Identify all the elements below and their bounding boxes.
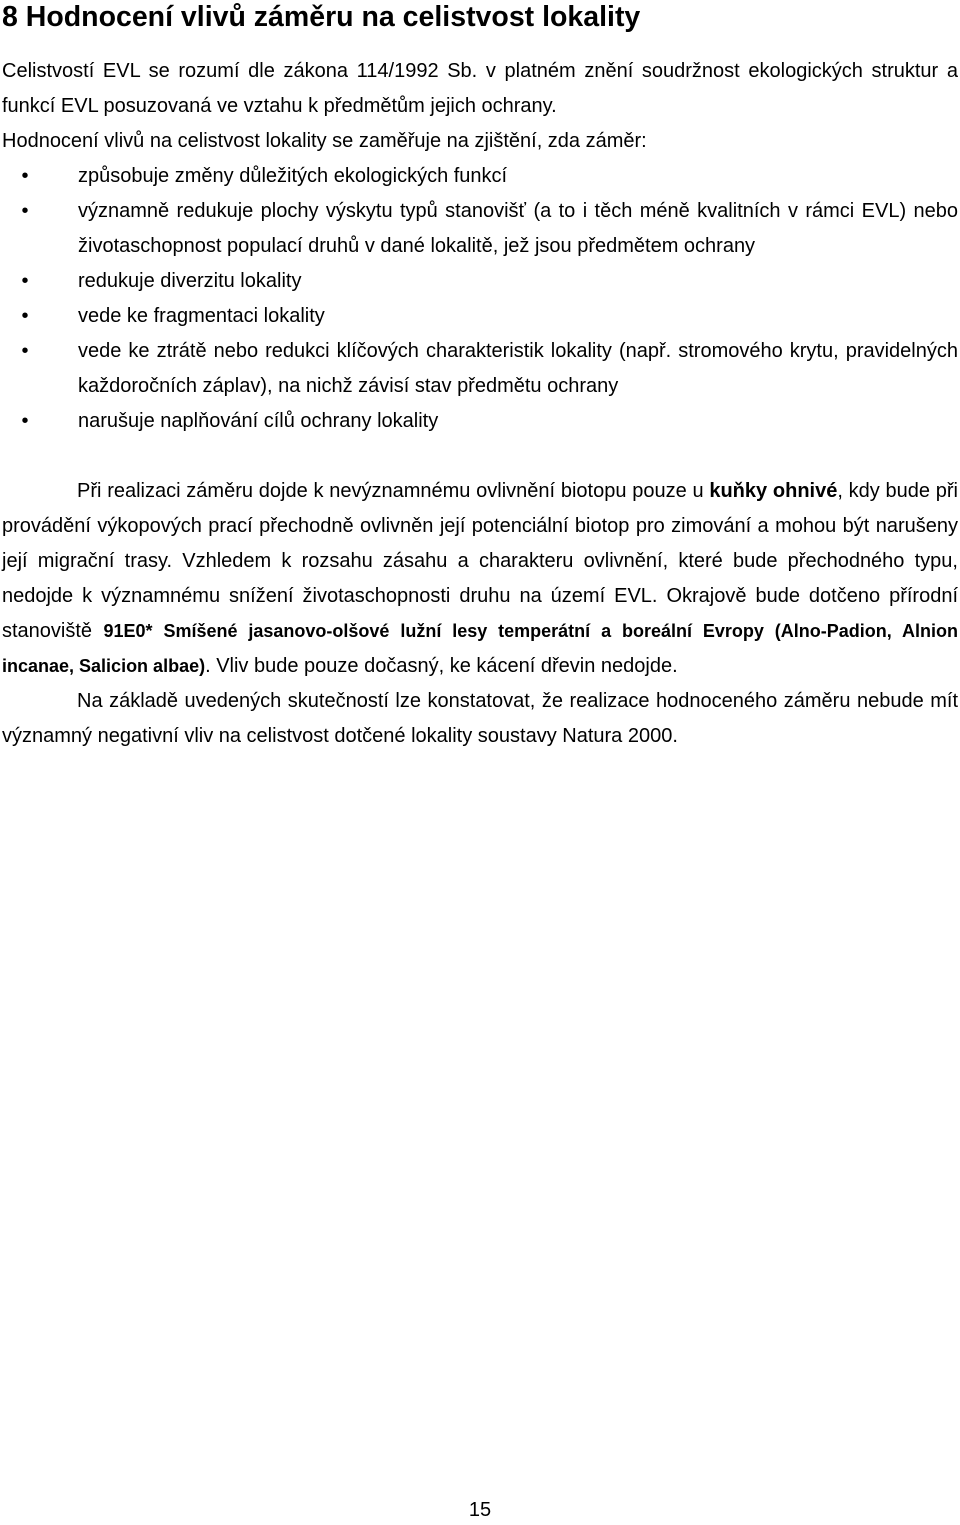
bullet-icon: • bbox=[21, 270, 29, 292]
list-item bbox=[2, 264, 958, 299]
list-item-text: narušuje naplňování cílů ochrany lokality bbox=[78, 410, 439, 432]
bullet-icon: • bbox=[21, 305, 29, 327]
list-item-text: vede ke fragmentaci lokality bbox=[78, 305, 325, 327]
document-body bbox=[2, 54, 958, 754]
intro-paragraph: Celistvostí EVL se rozumí dle zákona 114/1992 Sb. v platném znění soudržnost ekologických struktur a funkcí EVL posuzovaná ve vztahu k předmětům jejich ochrany. bbox=[2, 60, 958, 117]
list-item-text: způsobuje změny důležitých ekologických funkcí bbox=[78, 165, 508, 187]
list-item-text: významně redukuje plochy výskytu typů stanovišť (a to i těch méně kvalitních v rámci EVL) nebo životaschopnost populací druhů v dané lokalitě, jež jsou předmětem ochrany bbox=[78, 200, 958, 257]
list-item-text: vede ke ztrátě nebo redukci klíčových charakteristik lokality (např. stromového krytu, pravidelných každoročních záplav), na nichž závisí stav předmětu ochrany bbox=[78, 340, 958, 397]
conclusion-paragraph: Na základě uvedených skutečností lze konstatovat, že realizace hodnoceného záměru nebude mít významný negativní vliv na celistvost dotčené lokality soustavy Natura 2000. bbox=[2, 690, 958, 747]
species-name: kuňky ohnivé bbox=[709, 480, 838, 502]
assessment-intro-paragraph: Hodnocení vlivů na celistvost lokality se zaměřuje na zjištění, zda záměr: bbox=[2, 130, 647, 152]
habitat-name: 91E0* Smíšené jasanovo-olšové lužní lesy temperátní a boreální Evropy (Alno-Padion, Alnion incanae, Salicion albae) bbox=[2, 621, 958, 676]
impact-text-part3: . Vliv bude pouze dočasný, ke kácení dřevin nedojde. bbox=[205, 655, 678, 677]
section-heading: 8 Hodnocení vlivů záměru na celistvost lokality bbox=[2, 1, 641, 33]
bullet-icon: • bbox=[21, 200, 29, 222]
list-item bbox=[2, 194, 958, 264]
page-number: 15 bbox=[468, 1499, 492, 1521]
criteria-list bbox=[2, 159, 958, 439]
impact-text-part2: , kdy bude při provádění výkopových prací přechodně ovlivněn její potenciální biotop pro zimování a mohou být narušeny její migrační trasy. Vzhledem k rozsahu zásahu a charakteru ovlivnění, které bude přechodného typu, nedojde k významnému snížení životaschopnosti druhu na území EVL. Okrajově bude dotčeno přírodní stanoviště bbox=[2, 480, 959, 642]
list-item bbox=[2, 299, 958, 334]
impact-text-part1: Při realizaci záměru dojde k nevýznamnému ovlivnění biotopu pouze u bbox=[77, 480, 710, 502]
list-item bbox=[2, 404, 958, 439]
bullet-icon: • bbox=[21, 340, 29, 362]
list-item bbox=[2, 334, 958, 404]
impact-paragraph bbox=[2, 474, 958, 684]
bullet-icon: • bbox=[21, 165, 29, 187]
list-item bbox=[2, 159, 958, 194]
paragraph-spacer bbox=[2, 439, 958, 474]
list-item-text: redukuje diverzitu lokality bbox=[78, 270, 302, 292]
bullet-icon: • bbox=[21, 410, 29, 432]
